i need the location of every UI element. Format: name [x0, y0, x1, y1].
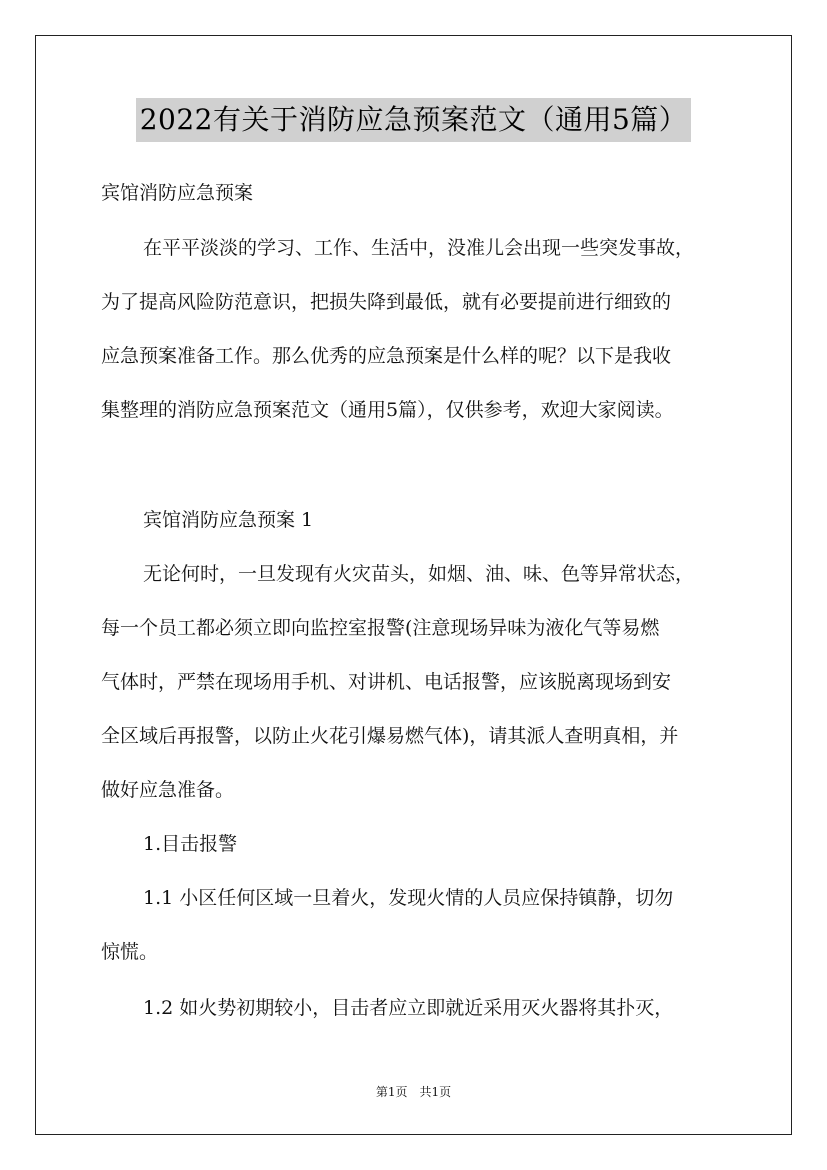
document-title: 2022有关于消防应急预案范文（通用5篇）: [136, 98, 692, 142]
body-line-5: 做好应急准备。: [101, 779, 235, 801]
item-1-2-line: 1.2 如火势初期较小，目击者应立即就近采用灭火器将其扑灭，: [143, 997, 674, 1019]
title-wrap: [0, 98, 827, 142]
intro-line-1: 在平平淡淡的学习、工作、生活中，没准儿会出现一些突发事故，: [143, 237, 695, 259]
section-heading: 宾馆消防应急预案: [101, 182, 254, 204]
intro-line-2: 为了提高风险防范意识，把损失降到最低，就有必要提前进行细致的: [101, 291, 672, 313]
item-1-1-line-2: 惊慌。: [101, 941, 159, 963]
intro-line-3: 应急预案准备工作。那么优秀的应急预案是什么样的呢？以下是我收: [101, 345, 672, 367]
body-line-4: 全区域后再报警，以防止火花引爆易燃气体)，请其派人查明真相，并: [101, 725, 679, 747]
item-heading: 1.目击报警: [143, 833, 238, 855]
body-line-1: 无论何时，一旦发现有火灾苗头，如烟、油、味、色等异常状态，: [143, 563, 695, 585]
item-1-1-line-1: 1.1 小区任何区域一旦着火，发现火情的人员应保持镇静，切勿: [143, 887, 674, 909]
page-footer: 第1页 共1页: [375, 1085, 452, 1099]
body-line-2: 每一个员工都必须立即向监控室报警(注意现场异味为液化气等易燃: [101, 617, 660, 639]
body-line-3: 气体时，严禁在现场用手机、对讲机、电话报警，应该脱离现场到安: [101, 671, 672, 693]
intro-line-4: 集整理的消防应急预案范文（通用5篇），仅供参考，欢迎大家阅读。: [101, 399, 674, 421]
subsection-heading: 宾馆消防应急预案 1: [143, 509, 314, 531]
